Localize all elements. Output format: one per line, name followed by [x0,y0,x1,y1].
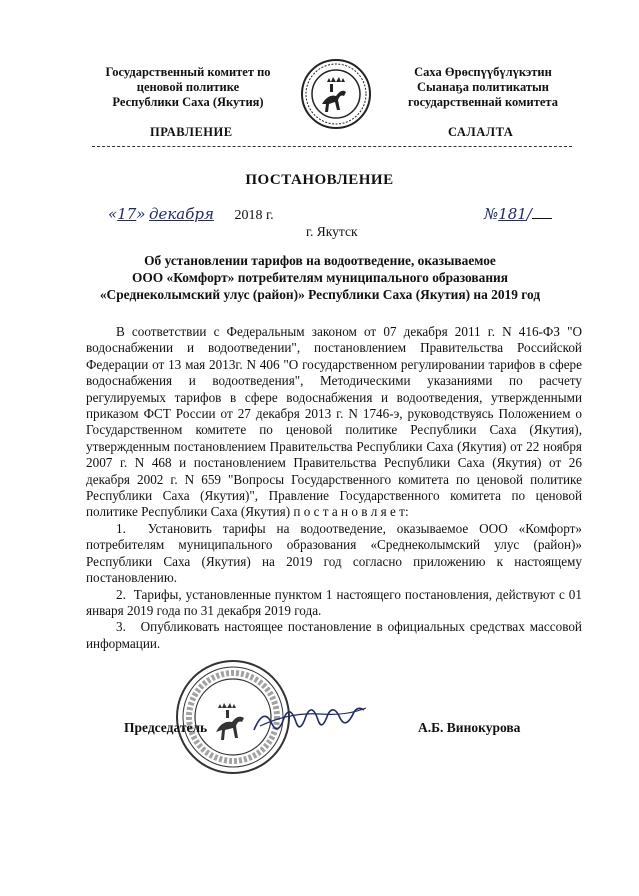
number-blank-line [532,206,552,219]
resolution-item-2: 2. Тарифы, установленные пунктом 1 настоящего постановления, действуют с 01 января 2019 года по 31 декабря 2019 года. [86,586,582,618]
document-body [86,324,582,652]
handwritten-signature-icon [250,700,370,740]
subject-line-3: «Среднеколымский улус (район)» Республики Саха (Якутия) на 2019 год [99,287,541,302]
date-quote-open: « [108,205,118,223]
resolution-item-1: 1. Установить тарифы на водоотведение, оказываемое ООО «Комфорт» потребителям муниципального образования «Среднеколымский улус (район)» Республики Саха (Якутия) на 2019 год согласно приложению к настоящему постановлению. [86,520,582,586]
date-month: декабря [148,205,214,223]
header-right-org [378,65,588,110]
subject-line-2: ООО «Комфорт» потребителям муниципального образования [131,270,509,285]
document-title: ПОСТАНОВЛЕНИЕ [245,172,394,188]
header-right-line-3: государственнай комитета [408,95,558,109]
header-left-org [88,65,288,110]
number-sign: № [484,205,499,223]
signature-title: Председатель [124,720,208,735]
coat-of-arms-emblem-icon [300,58,372,130]
date-year: 2018 г. [234,208,274,223]
signatory-name: А.Б. Винокурова [418,720,521,735]
subject-line-1: Об установлении тарифов на водоотведение, оказываемое [144,253,496,268]
document-subject [60,252,580,303]
document-date [108,205,274,224]
header-left-line-2: ценовой политике [136,80,240,94]
date-day: 17 [117,205,137,223]
document-number [484,205,552,224]
board-label-left: ПРАВЛЕНИЕ [150,125,233,139]
header-right-line-1: Саха Өрөспүүбүлүкэтин [414,65,552,79]
number-slash: / [526,205,532,223]
header-left-line-3: Республики Саха (Якутия) [112,95,264,109]
date-quote-close: » [136,205,146,223]
header-left-line-1: Государственный комитет по [105,65,271,79]
preamble-paragraph: В соответствии с Федеральным законом от 07 декабря 2011 г. N 416-ФЗ "О водоснабжении и водоотведении", постановлением Правительства Российской Федерации от 13 мая 2013г. N 406 "О государственном регулировании тарифов в сфере водоснабжения и водоотведения", Методическими указаниями по расчету регулируемых тарифов в сфере водоснабжения и водоотведения, утвержденными приказом ФСТ России от 27 декабря 2013 г. N 1746-э, руководствуясь Положением о Государственном комитете по ценовой политике Республики Саха (Якутия), утвержденным постановлением Правительства Республики Саха (Якутия) от 22 ноября 2007 г. N 468 и постановлением Правительства Республики Саха (Якутия) от 26 декабря 2002 г. N 659 "Вопросы Государственного комитета по ценовой политике Республики Саха (Якутия)", Правление Государственного комитета по ценовой политике Республики Саха (Якутия) п о с т а н о в л я е т: [86,324,582,520]
resolution-item-3: 3. Опубликовать настоящее постановление в официальных средствах массовой информации. [86,619,582,651]
header-right-line-2: Сыанаҕа политикатын [417,80,549,94]
board-label-right: САЛАЛТА [448,125,514,139]
number-value: 181 [498,205,527,223]
header-divider [92,146,572,147]
document-city: г. Якутск [306,224,358,239]
